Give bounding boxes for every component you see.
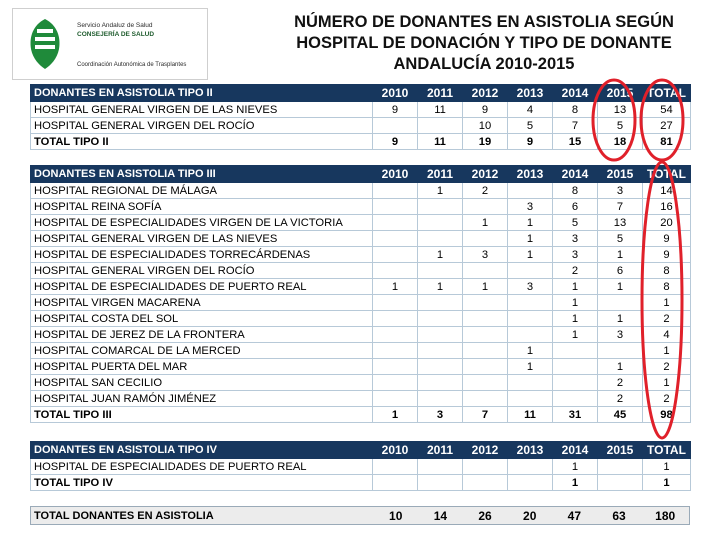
value-cell: 5	[598, 231, 643, 247]
column-header: 2013	[508, 85, 553, 102]
table-row	[31, 459, 691, 475]
value-cell	[418, 231, 463, 247]
logo-line-1: Servicio Andaluz de Salud	[77, 22, 153, 29]
hospital-name: HOSPITAL COSTA DEL SOL	[31, 311, 373, 327]
value-cell: 1	[553, 327, 598, 343]
value-cell: 11	[418, 102, 463, 118]
table-row	[31, 102, 691, 118]
value-cell: 1	[553, 459, 598, 475]
table-row	[31, 215, 691, 231]
grand-total-total: 180	[655, 508, 676, 523]
value-cell: 8	[643, 279, 691, 295]
total-value-cell	[418, 475, 463, 491]
value-cell	[463, 327, 508, 343]
grand-total-2014: 47	[567, 508, 582, 523]
logo-box	[12, 8, 208, 80]
value-cell	[373, 359, 418, 375]
value-cell: 6	[598, 263, 643, 279]
column-header: 2015	[598, 166, 643, 183]
value-cell	[418, 375, 463, 391]
value-cell: 1	[643, 459, 691, 475]
value-cell: 8	[643, 263, 691, 279]
value-cell	[553, 375, 598, 391]
value-cell	[463, 199, 508, 215]
value-cell: 1	[418, 247, 463, 263]
value-cell	[418, 391, 463, 407]
grand-total-row	[30, 506, 690, 525]
total-value-cell: 1	[643, 475, 691, 491]
value-cell: 1	[643, 375, 691, 391]
value-cell: 5	[598, 118, 643, 134]
table-row	[31, 391, 691, 407]
value-cell: 1	[553, 311, 598, 327]
value-cell	[463, 391, 508, 407]
column-header: 2011	[418, 166, 463, 183]
total-value-cell: 19	[463, 134, 508, 150]
value-cell: 3	[553, 231, 598, 247]
total-value-cell: 9	[508, 134, 553, 150]
column-header: 2012	[463, 166, 508, 183]
value-cell	[598, 459, 643, 475]
value-cell	[373, 459, 418, 475]
value-cell: 7	[598, 199, 643, 215]
hospital-name: HOSPITAL SAN CECILIO	[31, 375, 373, 391]
table-row	[31, 327, 691, 343]
column-header: 2013	[508, 442, 553, 459]
value-cell: 10	[463, 118, 508, 134]
value-cell: 16	[643, 199, 691, 215]
hospital-name: HOSPITAL DE JEREZ DE LA FRONTERA	[31, 327, 373, 343]
grand-total-label: TOTAL DONANTES EN ASISTOLIA	[34, 509, 214, 522]
value-cell	[508, 459, 553, 475]
table-row	[31, 279, 691, 295]
value-cell: 8	[553, 183, 598, 199]
hospital-name: HOSPITAL REINA SOFÍA	[31, 199, 373, 215]
value-cell: 1	[598, 311, 643, 327]
value-cell	[373, 311, 418, 327]
total-value-cell: 31	[553, 407, 598, 423]
value-cell	[508, 183, 553, 199]
value-cell: 1	[598, 247, 643, 263]
title-line-1: NÚMERO DE DONANTES EN ASISTOLIA SEGÚN	[294, 13, 674, 31]
value-cell	[373, 199, 418, 215]
value-cell: 2	[598, 375, 643, 391]
value-cell	[373, 263, 418, 279]
table-row	[31, 183, 691, 199]
column-header: 2014	[553, 166, 598, 183]
total-value-cell: 15	[553, 134, 598, 150]
total-value-cell: 1	[373, 407, 418, 423]
hospital-name: HOSPITAL DE ESPECIALIDADES DE PUERTO REAL	[31, 279, 373, 295]
value-cell	[508, 311, 553, 327]
total-row	[31, 134, 691, 150]
value-cell	[418, 459, 463, 475]
column-header: 2014	[553, 85, 598, 102]
value-cell: 13	[598, 215, 643, 231]
value-cell: 1	[508, 231, 553, 247]
value-cell	[373, 343, 418, 359]
hospital-name: HOSPITAL GENERAL VIRGEN DEL ROCÍO	[31, 118, 373, 134]
value-cell	[508, 295, 553, 311]
value-cell	[418, 118, 463, 134]
value-cell: 1	[373, 279, 418, 295]
hospital-name: HOSPITAL VIRGEN MACARENA	[31, 295, 373, 311]
value-cell	[508, 327, 553, 343]
hospital-name: HOSPITAL GENERAL VIRGEN DE LAS NIEVES	[31, 102, 373, 118]
table-header-label: DONANTES EN ASISTOLIA TIPO II	[31, 85, 373, 102]
table-row	[31, 263, 691, 279]
value-cell: 3	[508, 279, 553, 295]
hospital-name: HOSPITAL REGIONAL DE MÁLAGA	[31, 183, 373, 199]
grand-total-2012: 26	[478, 508, 492, 523]
hospital-name: HOSPITAL DE ESPECIALIDADES VIRGEN DE LA VICTORIA	[31, 215, 373, 231]
value-cell	[373, 231, 418, 247]
table-row	[31, 247, 691, 263]
hospital-name: HOSPITAL DE ESPECIALIDADES TORRECÁRDENAS	[31, 247, 373, 263]
value-cell	[463, 231, 508, 247]
column-header: 2015	[598, 85, 643, 102]
title-line-2: HOSPITAL DE DONACIÓN Y TIPO DE DONANTE	[296, 34, 672, 52]
hospital-name: HOSPITAL PUERTA DEL MAR	[31, 359, 373, 375]
total-row	[31, 407, 691, 423]
column-header: 2013	[508, 166, 553, 183]
value-cell: 1	[508, 359, 553, 375]
table-row	[31, 343, 691, 359]
value-cell: 54	[643, 102, 691, 118]
value-cell: 1	[418, 183, 463, 199]
value-cell: 3	[508, 199, 553, 215]
table-tipo-2	[30, 84, 691, 150]
value-cell: 1	[463, 279, 508, 295]
total-row	[31, 475, 691, 491]
value-cell	[553, 391, 598, 407]
value-cell: 3	[598, 183, 643, 199]
value-cell: 14	[643, 183, 691, 199]
value-cell: 1	[508, 215, 553, 231]
table-row	[31, 199, 691, 215]
table-tipo-3	[30, 165, 691, 423]
value-cell: 9	[373, 102, 418, 118]
column-header: TOTAL	[643, 166, 691, 183]
junta-andalucia-emblem-icon	[19, 15, 71, 73]
value-cell	[463, 263, 508, 279]
column-header: 2015	[598, 442, 643, 459]
logo-text	[77, 21, 187, 68]
value-cell: 1	[463, 215, 508, 231]
value-cell: 2	[553, 263, 598, 279]
table-row	[31, 359, 691, 375]
hospital-name: HOSPITAL GENERAL VIRGEN DEL ROCÍO	[31, 263, 373, 279]
value-cell: 3	[553, 247, 598, 263]
value-cell: 1	[598, 279, 643, 295]
table-header-label: DONANTES EN ASISTOLIA TIPO IV	[31, 442, 373, 459]
value-cell	[463, 359, 508, 375]
total-value-cell: 11	[418, 134, 463, 150]
column-header: 2012	[463, 85, 508, 102]
total-value-cell	[463, 475, 508, 491]
value-cell	[373, 327, 418, 343]
value-cell	[373, 215, 418, 231]
grand-total-2013: 20	[523, 508, 537, 523]
value-cell	[418, 263, 463, 279]
value-cell: 27	[643, 118, 691, 134]
grand-total-2015: 63	[612, 508, 626, 523]
grand-total-2011: 14	[433, 508, 448, 523]
hospital-name: HOSPITAL GENERAL VIRGEN DE LAS NIEVES	[31, 231, 373, 247]
value-cell	[463, 375, 508, 391]
value-cell: 2	[463, 183, 508, 199]
value-cell: 9	[463, 102, 508, 118]
table-row	[31, 375, 691, 391]
column-header: TOTAL	[643, 442, 691, 459]
total-value-cell: 1	[553, 475, 598, 491]
value-cell	[463, 343, 508, 359]
total-value-cell: 11	[508, 407, 553, 423]
value-cell	[373, 118, 418, 134]
value-cell: 3	[598, 327, 643, 343]
value-cell	[418, 199, 463, 215]
value-cell: 1	[643, 343, 691, 359]
value-cell	[373, 247, 418, 263]
value-cell	[553, 359, 598, 375]
column-header: 2010	[373, 166, 418, 183]
value-cell	[418, 359, 463, 375]
value-cell: 4	[643, 327, 691, 343]
total-value-cell	[373, 475, 418, 491]
logo-line-2: CONSEJERÍA DE SALUD	[77, 31, 155, 38]
value-cell: 4	[508, 102, 553, 118]
value-cell: 2	[643, 359, 691, 375]
table-row	[31, 118, 691, 134]
value-cell: 1	[643, 295, 691, 311]
table-row	[31, 231, 691, 247]
value-cell	[598, 295, 643, 311]
value-cell: 7	[553, 118, 598, 134]
column-header: 2010	[373, 442, 418, 459]
total-value-cell: 7	[463, 407, 508, 423]
column-header: 2012	[463, 442, 508, 459]
value-cell: 2	[643, 391, 691, 407]
value-cell	[418, 311, 463, 327]
total-value-cell: 9	[373, 134, 418, 150]
column-header: 2010	[373, 85, 418, 102]
value-cell	[463, 311, 508, 327]
total-value-cell: 45	[598, 407, 643, 423]
value-cell	[373, 295, 418, 311]
value-cell: 2	[598, 391, 643, 407]
value-cell	[508, 263, 553, 279]
column-header: 2014	[553, 442, 598, 459]
total-value-cell: 98	[643, 407, 691, 423]
value-cell	[373, 391, 418, 407]
hospital-name: HOSPITAL DE ESPECIALIDADES DE PUERTO REAL	[31, 459, 373, 475]
value-cell	[373, 183, 418, 199]
total-value-cell: 81	[643, 134, 691, 150]
value-cell	[418, 343, 463, 359]
title-line-3: ANDALUCÍA 2010-2015	[393, 55, 575, 73]
grand-total-2010: 10	[389, 508, 403, 523]
value-cell: 5	[508, 118, 553, 134]
value-cell	[418, 215, 463, 231]
page-title	[268, 12, 700, 75]
value-cell: 20	[643, 215, 691, 231]
total-value-cell: 3	[418, 407, 463, 423]
table-tipo-4	[30, 441, 691, 491]
value-cell: 2	[643, 311, 691, 327]
value-cell	[508, 391, 553, 407]
logo-line-3: Coordinación Autonómica de Trasplantes	[77, 62, 187, 68]
table-header-label: DONANTES EN ASISTOLIA TIPO III	[31, 166, 373, 183]
value-cell: 8	[553, 102, 598, 118]
value-cell	[553, 343, 598, 359]
total-label: TOTAL TIPO II	[31, 134, 373, 150]
hospital-name: HOSPITAL JUAN RAMÓN JIMÉNEZ	[31, 391, 373, 407]
value-cell: 9	[643, 247, 691, 263]
value-cell	[373, 375, 418, 391]
hospital-name: HOSPITAL COMARCAL DE LA MERCED	[31, 343, 373, 359]
total-label: TOTAL TIPO IV	[31, 475, 373, 491]
total-label: TOTAL TIPO III	[31, 407, 373, 423]
value-cell: 1	[598, 359, 643, 375]
value-cell: 1	[418, 279, 463, 295]
table-row	[31, 295, 691, 311]
column-header: 2011	[418, 85, 463, 102]
value-cell: 1	[553, 279, 598, 295]
value-cell: 3	[463, 247, 508, 263]
value-cell	[598, 343, 643, 359]
column-header: 2011	[418, 442, 463, 459]
total-value-cell	[508, 475, 553, 491]
value-cell: 1	[508, 343, 553, 359]
value-cell: 9	[643, 231, 691, 247]
value-cell	[418, 295, 463, 311]
column-header: TOTAL	[643, 85, 691, 102]
value-cell	[508, 375, 553, 391]
total-value-cell	[598, 475, 643, 491]
value-cell: 13	[598, 102, 643, 118]
value-cell: 6	[553, 199, 598, 215]
value-cell: 1	[553, 295, 598, 311]
value-cell: 1	[508, 247, 553, 263]
value-cell	[463, 295, 508, 311]
value-cell	[463, 459, 508, 475]
value-cell	[418, 327, 463, 343]
total-value-cell: 18	[598, 134, 643, 150]
table-row	[31, 311, 691, 327]
value-cell: 5	[553, 215, 598, 231]
